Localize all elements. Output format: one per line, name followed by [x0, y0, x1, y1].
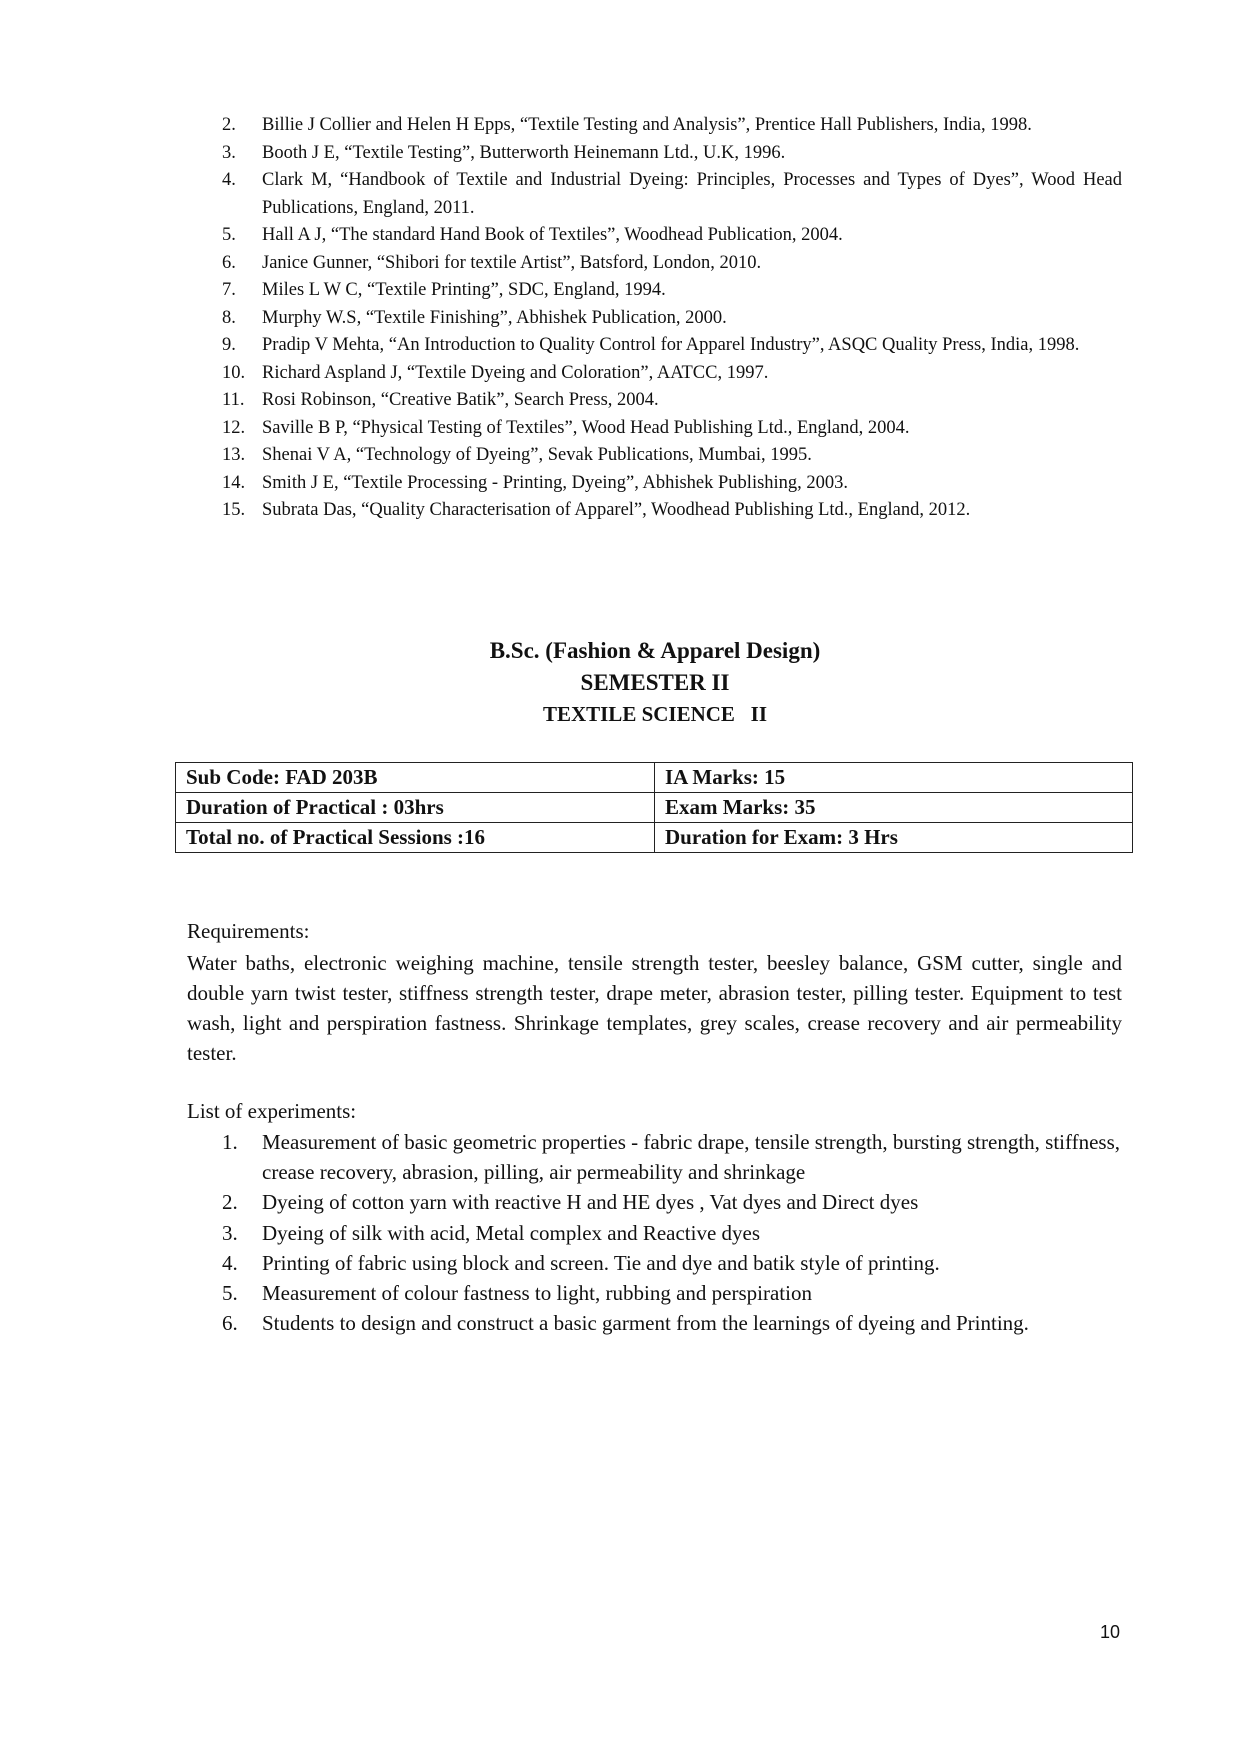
reference-item: 4. Clark M, “Handbook of Textile and Industrial Dyeing: Principles, Processes and Types of Dyes”, Wood Head Publications, England, 2011. — [222, 170, 1122, 218]
reference-item: 7. Miles L W C, “Textile Printing”, SDC, England, 1994. — [222, 280, 666, 300]
reference-item: 14. Smith J E, “Textile Processing - Printing, Dyeing”, Abhishek Publishing, 2003. — [222, 472, 849, 493]
reference-item: 11. Rosi Robinson, “Creative Batik”, Search Press, 2004. — [222, 390, 659, 410]
reference-item: 15. Subrata Das, “Quality Characterisation of Apparel”, Woodhead Publishing Ltd., England, 2012. — [222, 500, 971, 520]
practical-sessions-cell: Total no. of Practical Sessions :16 — [176, 823, 655, 853]
experiment-list — [222, 1127, 1122, 1338]
practical-duration-cell: Duration of Practical : 03hrs — [176, 793, 655, 823]
semester-title: SEMESTER II — [580, 670, 730, 695]
table-row — [176, 823, 1133, 853]
experiment-item: 2. Dyeing of cotton yarn with reactive H and HE dyes , Vat dyes and Direct dyes — [222, 1190, 919, 1215]
experiment-item: 4. Printing of fabric using block and screen. Tie and dye and batik style of printing. — [222, 1250, 940, 1275]
subject-title: TEXTILE SCIENCE II — [542, 702, 768, 726]
sub-code-cell: Sub Code: FAD 203B — [176, 763, 655, 793]
requirements-text: Water baths, electronic weighing machine, tensile strength tester, beesley balance, GSM cutter, single and double yarn twist tester, stiffness strength tester, drape meter, abrasion tester, pilling tester. Equipment to test wash, light and perspiration fastness. Shrinkage templates, grey scales, crease recovery and air permeability tester. — [187, 951, 1122, 1065]
reference-item: 9. Pradip V Mehta, “An Introduction to Quality Control for Apparel Industry”, ASQC Quality Press, India, 1998. — [222, 335, 1080, 355]
course-info-table — [175, 762, 1133, 853]
program-title: B.Sc. (Fashion & Apparel Design) — [489, 638, 821, 663]
reference-item: 10. Richard Aspland J, “Textile Dyeing and Coloration”, AATCC, 1997. — [222, 362, 769, 383]
experiment-item: 6. Students to design and construct a basic garment from the learnings of dyeing and Printing. — [222, 1311, 1029, 1336]
reference-item: 5. Hall A J, “The standard Hand Book of Textiles”, Woodhead Publication, 2004. — [222, 225, 843, 245]
table-row — [176, 763, 1133, 793]
experiment-item: 3. Dyeing of silk with acid, Metal complex and Reactive dyes — [222, 1220, 761, 1245]
experiment-item: 5. Measurement of colour fastness to light, rubbing and perspiration — [222, 1281, 812, 1306]
ia-marks-cell: IA Marks: 15 — [655, 763, 1133, 793]
reference-list — [222, 112, 1122, 525]
requirements-label: Requirements: — [187, 919, 310, 943]
exam-marks-cell: Exam Marks: 35 — [655, 793, 1133, 823]
reference-item: 2. Billie J Collier and Helen H Epps, “Textile Testing and Analysis”, Prentice Hall Publishers, India, 1998. — [222, 115, 1032, 135]
reference-item: 6. Janice Gunner, “Shibori for textile Artist”, Batsford, London, 2010. — [222, 252, 762, 273]
reference-item: 3. Booth J E, “Textile Testing”, Butterworth Heinemann Ltd., U.K, 1996. — [222, 142, 786, 163]
experiment-item: 1. Measurement of basic geometric properties - fabric drape, tensile strength, bursting strength, stiffness, crease recovery, abrasion, pilling, air permeability and shrinkage — [222, 1130, 1121, 1185]
page-number: 10 — [1100, 1622, 1121, 1642]
exam-duration-cell: Duration for Exam: 3 Hrs — [655, 823, 1133, 853]
reference-item: 8. Murphy W.S, “Textile Finishing”, Abhishek Publication, 2000. — [222, 307, 727, 328]
table-row — [176, 793, 1133, 823]
reference-item: 13. Shenai V A, “Technology of Dyeing”, Sevak Publications, Mumbai, 1995. — [222, 445, 812, 465]
reference-item: 12. Saville B P, “Physical Testing of Textiles”, Wood Head Publishing Ltd., England, 2004. — [222, 417, 910, 438]
experiments-label: List of experiments: — [187, 1099, 357, 1123]
